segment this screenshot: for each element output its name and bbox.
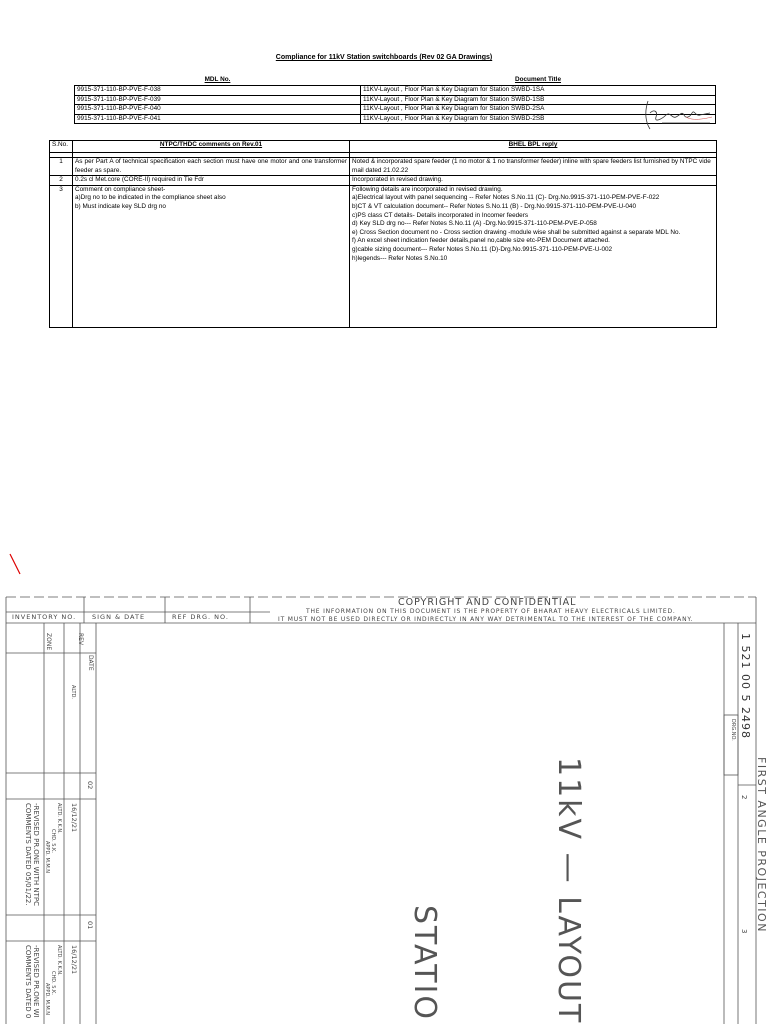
sheet-number: 3 — [740, 929, 748, 934]
table-row — [75, 86, 716, 96]
doc-title-cell: 11KV-Layout , Floor Plan & Key Diagram for Station SWBD-1SB — [361, 95, 716, 105]
document-title: Compliance for 11kV Station switchboards (Rev 02 GA Drawings) — [275, 54, 493, 61]
rev-altd: ALTD. K.K.N. — [56, 945, 62, 976]
rev-label: REV — [77, 633, 84, 646]
reply-line: g)cable sizing document--- Refer Notes S.No.11 (D)-Drg.No.9915-371-110-PEM-PVE-U-002 — [352, 245, 613, 253]
signature — [640, 93, 715, 133]
rev-remark: -REVISED PR.ONE WI COMMENTS DATED 0 — [24, 945, 40, 1019]
comment-line: b) Must indicate key SLD drg no — [75, 202, 166, 210]
mdl-number: 9915-371-110-BP-PVE-F-041 — [75, 114, 361, 124]
sheet-number: 2 — [740, 795, 748, 800]
rev-chd: CHD. S.K. — [50, 971, 56, 995]
drawing-title-line-2: STATIO — [407, 905, 442, 1022]
rev-chd: CHD. S.K. — [50, 829, 56, 853]
drawing-number: 1 521 00 5 2498 — [739, 633, 752, 739]
rev-appd: APPD. M.M.N — [44, 983, 50, 1016]
altd-label: ALTD. — [70, 685, 76, 700]
rev-number: 01 — [86, 921, 94, 930]
rev-date: 16/12/21 — [70, 803, 78, 833]
inventory-header: INVENTORY NO. — [12, 613, 77, 621]
mdl-number: 9915-371-110-BP-PVE-F-038 — [75, 86, 361, 96]
reply-cell — [350, 185, 717, 327]
table-row — [50, 176, 717, 186]
row-number: 1 — [50, 158, 73, 176]
ref-drg-header: REF DRG. NO. — [172, 613, 229, 621]
doc-title-cell: 11KV-Layout , Floor Plan & Key Diagram for Station SWBD-2SB — [361, 114, 716, 124]
table-row — [75, 114, 716, 124]
comment-line: a)Drg no to be indicated in the compliance sheet also — [75, 194, 226, 202]
reply-line: b)CT & VT calculation document-- Refer Notes S.No.11 (B) - Drg.No.9915-371-110-PEM-PVE-U-040 — [352, 202, 637, 210]
copyright-line-1: THE INFORMATION ON THIS DOCUMENT IS THE PROPERTY OF BHARAT HEAVY ELECTRICALS LIMITED. — [306, 608, 676, 615]
reply-cell: Incorporated in revised drawing. — [350, 176, 717, 186]
comments-table — [49, 140, 717, 328]
rev-altd: ALTD. K.K.N. — [56, 803, 62, 834]
mdl-table — [74, 76, 716, 124]
reply-line: Following details are incorporated in revised drawing. — [352, 185, 503, 193]
row-number: 2 — [50, 176, 73, 186]
doc-title-cell: 11KV-Layout , Floor Plan & Key Diagram for Station SWBD-1SA — [361, 86, 716, 96]
reply-header: BHEL BPL reply — [350, 141, 717, 153]
rev-date: 16/12/21 — [70, 945, 78, 975]
mdl-number: 9915-371-110-BP-PVE-F-040 — [75, 105, 361, 115]
row-number: 3 — [50, 185, 73, 327]
reply-line: h)legends--- Refer Notes S.No.10 — [352, 254, 448, 262]
drg-no-label: DRG.NO. — [730, 719, 736, 741]
projection-label: FIRST ANGLE PROJECTION — [755, 757, 768, 933]
rev-remark: -REVISED PR.ONE WITH NTPC COMMENTS DATED 05/01/22. — [24, 803, 40, 906]
comment-cell — [73, 185, 350, 327]
sno-header: S.No. — [50, 141, 73, 153]
doc-title-cell: 11KV-Layout , Floor Plan & Key Diagram for Station SWBD-2SA — [361, 105, 716, 115]
reply-line: c)PS class CT details- Details incorporated in Incomer feeders — [352, 211, 529, 219]
table-row — [50, 158, 717, 176]
engineering-drawing — [0, 585, 768, 1024]
comments-header: NTPC/THDC comments on Rev.01 — [73, 141, 350, 153]
reply-line: f) An excel sheet indication feeder details,panel no,cable size etc-PEM Document attached. — [352, 237, 610, 245]
red-slash-mark — [8, 552, 22, 576]
copyright-line-2: IT MUST NOT BE USED DIRECTLY OR INDIRECTLY IN ANY WAY DETRIMENTAL TO THE INTEREST OF THE COMPANY. — [278, 616, 694, 623]
drawing-title-line-1: 11kV — LAYOUT — [551, 757, 586, 1025]
reply-line: d) Key SLD drg no--- Refer Notes S.No.11 (A) -Drg.No.9915-371-110-PEM-PVE-P-058 — [352, 220, 597, 228]
date-label: DATE — [87, 655, 94, 671]
table-row — [75, 95, 716, 105]
rev-number: 02 — [86, 781, 94, 790]
copyright-title: COPYRIGHT AND CONFIDENTIAL — [398, 597, 577, 608]
table-row — [75, 105, 716, 115]
reply-line: e) Cross Section document no - Cross section drawing -module wise shall be submitted against a separate MDL No. — [352, 228, 681, 236]
comment-cell: As per Part A of technical specification each section must have one motor and one transformer feeder as spare. — [73, 158, 350, 176]
comment-cell: 0.2s cl Met.core (CORE-II) required in Tie Fdr — [73, 176, 350, 186]
mdl-number: 9915-371-110-BP-PVE-F-039 — [75, 95, 361, 105]
sign-date-header: SIGN & DATE — [92, 613, 146, 621]
reply-cell: Noted & incorporated spare feeder (1 no motor & 1 no transformer feeder) inline with spare feeders list furnished by NTPC vide mail dated 21.02.22 — [350, 158, 717, 176]
mdl-header: MDL No. — [204, 76, 231, 83]
zone-label: ZONE — [45, 633, 52, 651]
rev-appd: APPD. M.M.N — [44, 841, 50, 874]
table-row — [50, 185, 717, 327]
title-header: Document Title — [514, 76, 562, 83]
drawing-frame — [0, 585, 768, 1024]
comment-line: Comment on compliance sheet- — [75, 185, 166, 193]
reply-line: a)Electrical layout with panel sequencing -- Refer Notes S.No.11 (C)- Drg.No.9915-371-110-PEM-PVE-F-022 — [352, 194, 660, 202]
